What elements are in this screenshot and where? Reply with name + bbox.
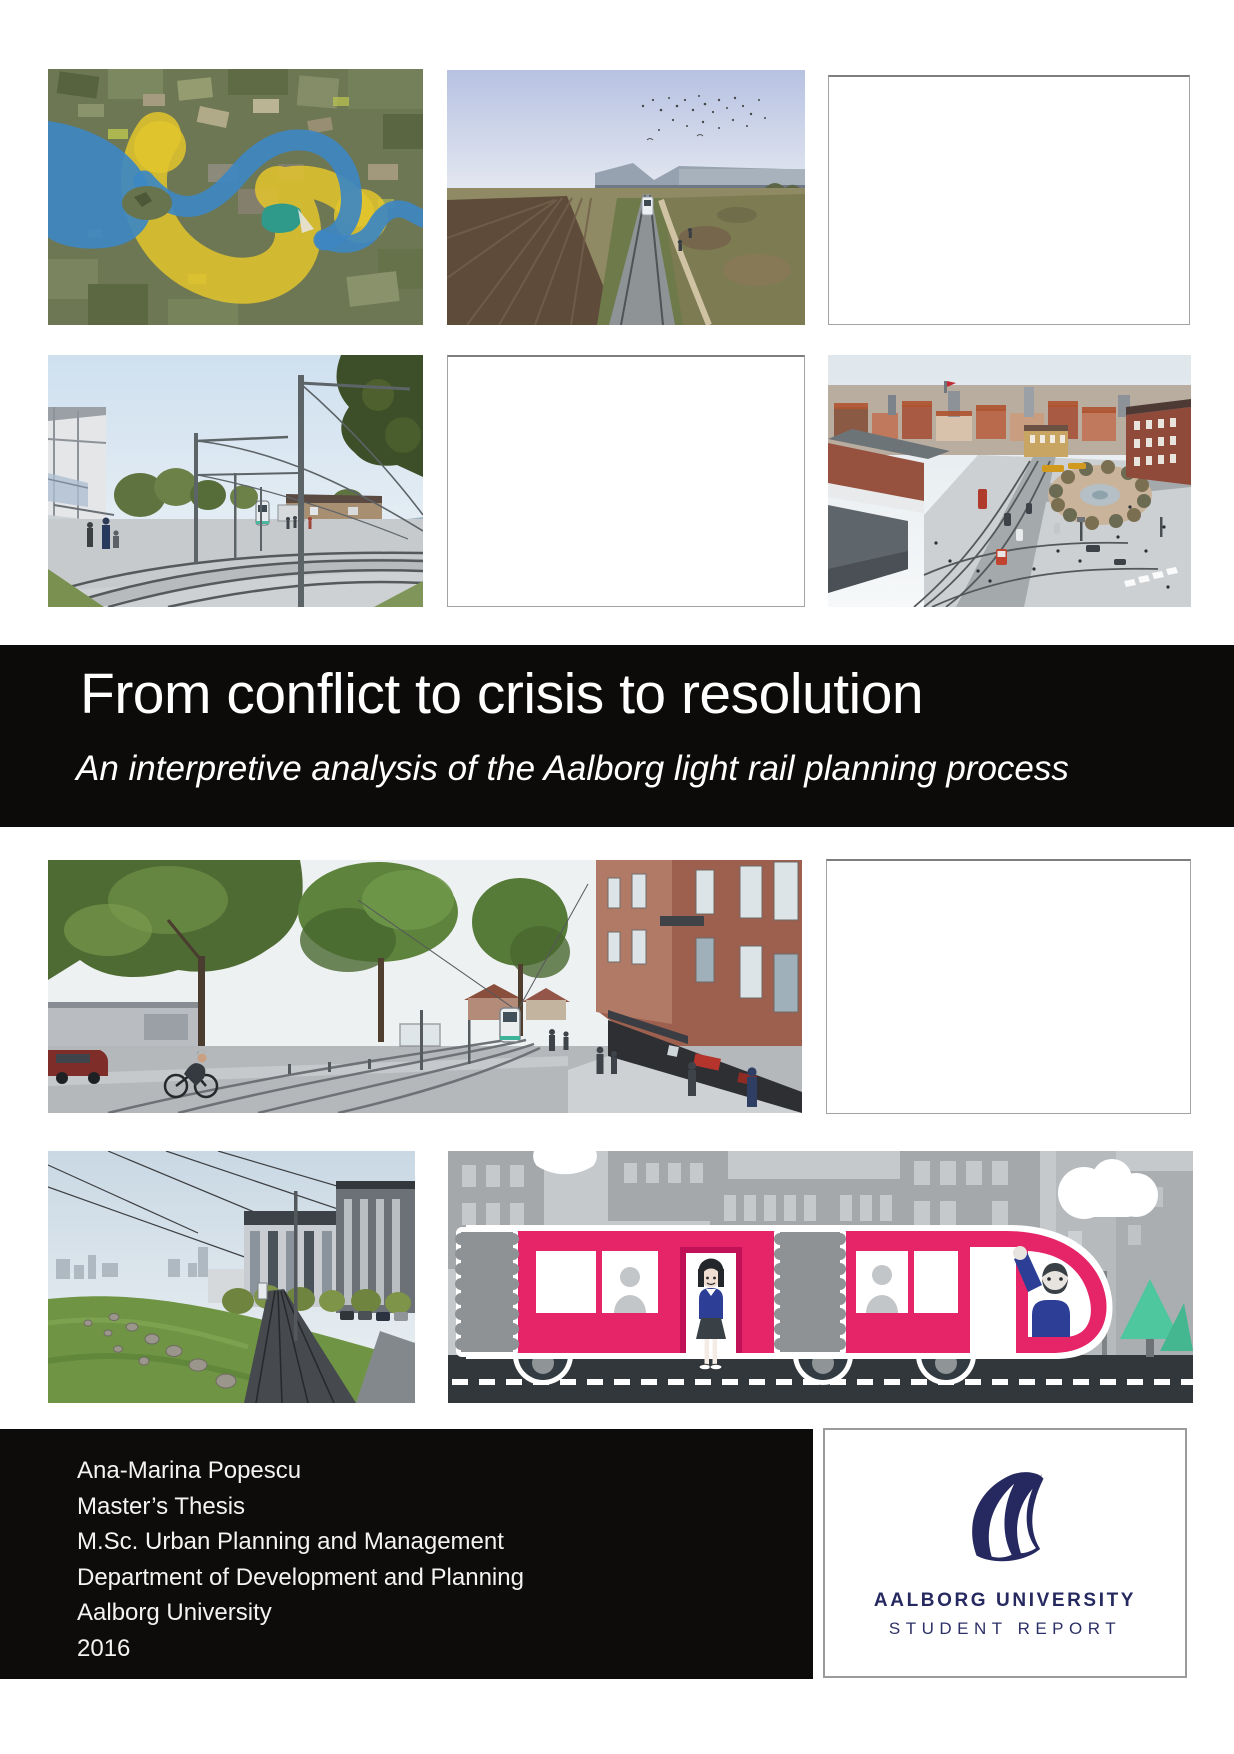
university-logo-box bbox=[823, 1428, 1187, 1678]
satellite-map-image bbox=[48, 69, 423, 325]
mid-bellows bbox=[774, 1227, 846, 1357]
programme: M.Sc. Urban Planning and Management bbox=[77, 1528, 504, 1555]
placeholder-box-middle bbox=[447, 355, 805, 607]
logo-report-type: STUDENT REPORT bbox=[888, 1619, 1122, 1638]
author-name: Ana-Marina Popescu bbox=[77, 1457, 302, 1484]
countryside-lightrail-image bbox=[447, 70, 805, 325]
tram-stop-rendering-image bbox=[48, 355, 423, 607]
thesis-type: Master’s Thesis bbox=[77, 1492, 246, 1520]
street-rendering-image bbox=[48, 860, 802, 1113]
thesis-subtitle: An interpretive analysis of the Aalborg light rail planning process bbox=[76, 749, 1069, 788]
thesis-title: From conflict to crisis to resolution bbox=[80, 662, 924, 726]
rear-bellows bbox=[455, 1227, 519, 1357]
aau-swirl-logo-icon bbox=[963, 1472, 1047, 1564]
grass-track-photo-image bbox=[48, 1151, 415, 1403]
year: 2016 bbox=[77, 1634, 131, 1662]
credits-block bbox=[0, 1429, 813, 1679]
university: Aalborg University bbox=[77, 1599, 272, 1626]
placeholder-box-lower bbox=[826, 859, 1191, 1114]
logo-university-name: AALBORG UNIVERSITY bbox=[873, 1590, 1137, 1611]
title-banner bbox=[0, 645, 1234, 827]
placeholder-box-top bbox=[828, 75, 1190, 325]
city-square-aerial-image bbox=[828, 355, 1191, 607]
pink-tram-illustration-image bbox=[448, 1151, 1193, 1403]
department: Department of Development and Planning bbox=[77, 1563, 524, 1591]
